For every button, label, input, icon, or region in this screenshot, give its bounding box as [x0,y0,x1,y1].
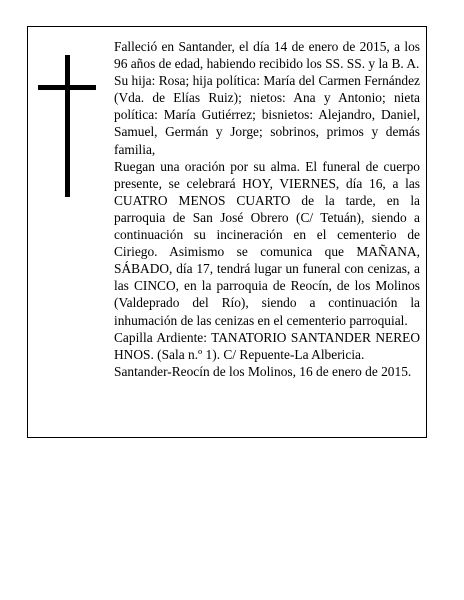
notice-paragraph-place-date: Santander-Reocín de los Molinos, 16 de enero de 2015. [114,363,412,379]
cross-vertical-bar [65,55,70,197]
cross-horizontal-bar [38,85,96,90]
notice-paragraph-death: Falleció en Santander, el día 14 de enero de 2015, a los 96 años de edad, habiendo recibido los SS. SS. y la B. A. [114,39,420,72]
notice-paragraph-chapel: Capilla Ardiente: TANATORIO SANTANDER NEREO HNOS. (Sala n.º 1). C/ Repuente-La Albericia. [114,329,420,362]
notice-paragraph-funeral: Ruegan una oración por su alma. El funeral de cuerpo presente, se celebrará HOY, VIERNES, día 16, a las CUATRO MENOS CUARTO de la tarde, en la parroquia de San José Obrero (C/ Tetuán), siendo a continuación su incineración en el cementerio de Ciriego. Asimismo se comunica que MAÑANA, SÁBADO, día 17, tendrá lugar un funeral con cenizas, a las CINCO, en la parroquia de Reocín, de los Molinos (Valdeprado del Río), siendo a continuación la inhumación de las cenizas en el cementerio parroquial. [114,158,420,328]
latin-cross-icon [38,55,96,197]
obituary-notice-text [114,38,420,380]
notice-paragraph-family: Su hija: Rosa; hija política: María del Carmen Fernández (Vda. de Elías Ruiz); nietos: Ana y Antonio; nieta política: María Gutiérrez; bisnietos: Alejandro, Daniel, Samuel, Germán y Jorge; sobrinos, primos y demás familia, [114,73,420,157]
